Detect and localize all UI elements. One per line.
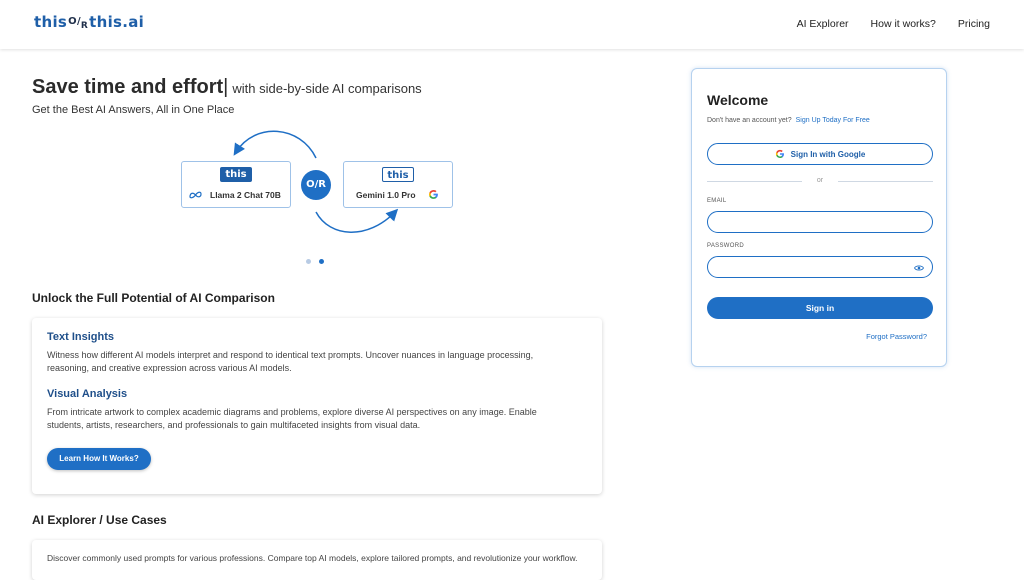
google-icon — [775, 149, 785, 159]
google-icon — [428, 189, 439, 200]
explorer-title: AI Explorer / Use Cases — [32, 513, 167, 527]
explorer-description: Discover commonly used prompts for various professions. Compare top AI models, explore tailored prompts, and revolutionize your workflow. — [47, 553, 578, 563]
email-field[interactable] — [707, 211, 933, 233]
typing-cursor: | — [223, 76, 229, 98]
signup-prompt — [707, 117, 870, 124]
hero-title: Save time and effort| with side-by-side AI comparisons — [32, 76, 422, 98]
carousel-dot[interactable] — [306, 259, 311, 264]
eye-icon[interactable] — [914, 264, 924, 272]
hero-subtitle: with side-by-side AI comparisons — [232, 81, 422, 96]
password-label: PASSWORD — [707, 243, 744, 249]
or-badge: O/R — [301, 170, 331, 200]
google-signin-label: Sign In with Google — [790, 149, 866, 159]
learn-how-button[interactable]: Learn How It Works? — [47, 448, 151, 470]
right-model-name: Gemini 1.0 Pro — [356, 190, 416, 200]
signup-link[interactable]: Sign Up Today For Free — [795, 117, 870, 124]
logo-or: O/R — [68, 16, 89, 31]
right-this-badge: this — [382, 167, 414, 182]
hero-tagline: Get the Best AI Answers, All in One Place — [32, 104, 235, 116]
nav-how-it-works[interactable]: How it works? — [870, 18, 936, 30]
left-model-name: Llama 2 Chat 70B — [210, 190, 281, 200]
email-label: EMAIL — [707, 198, 727, 204]
feature-heading-text: Text Insights — [47, 331, 115, 343]
signin-button[interactable]: Sign in — [707, 297, 933, 319]
logo-left: this — [34, 13, 68, 31]
or-divider: or — [707, 177, 933, 187]
password-field[interactable] — [707, 256, 933, 278]
no-account-text: Don't have an account yet? — [707, 117, 792, 124]
logo-right: this.ai — [89, 13, 145, 31]
nav-ai-explorer[interactable]: AI Explorer — [796, 18, 849, 30]
google-signin-button[interactable] — [707, 143, 933, 165]
nav-pricing[interactable]: Pricing — [957, 18, 990, 30]
left-this-badge: this — [220, 167, 252, 182]
right-model-card[interactable] — [343, 161, 453, 208]
forgot-password-link[interactable]: Forgot Password? — [866, 332, 927, 341]
left-model-card[interactable] — [181, 161, 291, 208]
feature-body-visual: From intricate artwork to complex academic diagrams and problems, explore diverse AI perspectives on any image. Enable students, artists, researchers, and professionals to gain multifaceted insights from visual data. — [47, 407, 537, 430]
welcome-heading: Welcome — [707, 92, 769, 108]
login-panel — [691, 68, 947, 367]
unlock-title: Unlock the Full Potential of AI Comparison — [32, 291, 275, 305]
features-card — [32, 318, 602, 494]
feature-body-text: Witness how different AI models interpret and respond to identical text prompts. Uncover nuances in language processing, reasoning, and creative expression across various AI models. — [47, 350, 534, 373]
explorer-card — [32, 540, 602, 580]
meta-icon — [189, 191, 202, 199]
carousel-dots — [306, 259, 324, 264]
carousel-dot-active[interactable] — [319, 259, 324, 264]
feature-heading-visual: Visual Analysis — [47, 388, 128, 400]
